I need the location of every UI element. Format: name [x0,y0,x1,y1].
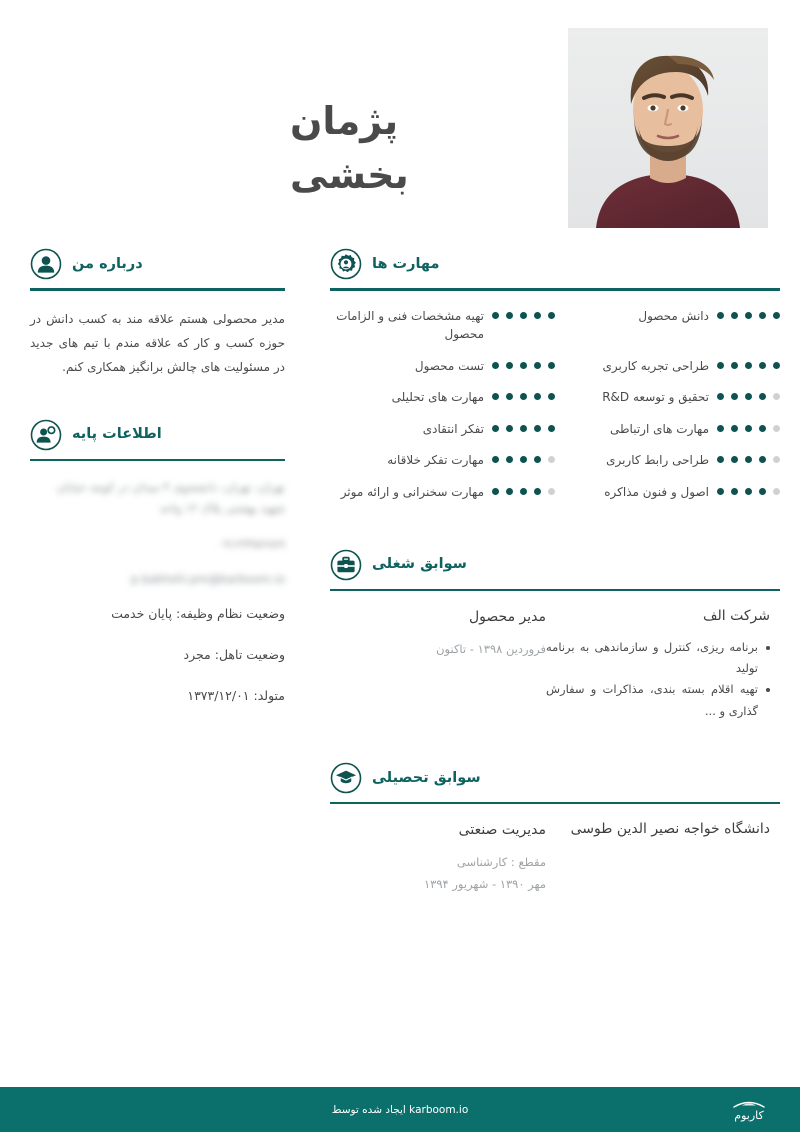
skill-dot [520,456,527,463]
skill-dot [492,488,499,495]
skill-item [330,388,555,407]
section-basic-info [30,419,285,707]
person-icon [30,248,62,280]
skill-dot [520,488,527,495]
skill-dot [717,393,724,400]
basic-info-divider [30,459,285,462]
person-id-icon [30,419,62,451]
skill-dot [773,425,780,432]
skill-row [330,483,780,502]
skill-label: طراحی تجربه کاربری [602,358,709,373]
skill-row [330,388,780,407]
skill-label: تهیه مشخصات فنی و الزامات محصول [336,308,484,342]
skill-dot [717,456,724,463]
skill-label: مهارت تفکر خلاقانه [387,453,484,468]
education-period: مهر ۱۳۹۰ - شهریور ۱۳۹۴ [424,876,546,891]
skill-dot [759,456,766,463]
skill-row [330,307,780,344]
skill-dot [773,362,780,369]
skill-dot [520,425,527,432]
spacer [330,515,780,549]
skill-label: مهارت های ارتباطی [609,421,709,436]
section-education [330,762,780,896]
skill-item [555,420,780,439]
skill-dot [731,312,738,319]
skill-rating [492,357,555,369]
education-summary [330,820,546,895]
skill-dot [548,393,555,400]
skill-dot [492,393,499,400]
skill-dot [548,456,555,463]
basic-info-title: اطلاعات پایه [72,426,162,443]
skill-rating [717,388,780,400]
skill-rating [717,357,780,369]
education-divider [330,802,780,805]
info-field-value: مجرد [183,647,211,663]
skill-dot [773,488,780,495]
experience-bullet: تهیه اقلام بسته بندی، مذاکرات و سفارش گذاری و ... [546,679,770,722]
skill-dot [534,312,541,319]
section-experience [330,549,780,722]
skill-label: طراحی رابط کاربری [606,453,709,468]
spacer [330,728,780,762]
skill-dot [534,456,541,463]
footer-url[interactable]: karboom.io [409,1103,469,1116]
experience-entry [330,607,780,722]
skill-dot [492,312,499,319]
skill-dot [492,362,499,369]
skill-dot [731,425,738,432]
skill-item [330,420,555,439]
skill-rating [492,483,555,495]
skill-item [555,451,780,470]
skills-title: مهارت ها [372,255,440,272]
skill-dot [492,425,499,432]
skill-row [330,357,780,376]
skill-dot [717,312,724,319]
redacted-contact-info [30,477,285,590]
skill-rating [492,388,555,400]
skill-dot [534,488,541,495]
skill-label: تست محصول [414,358,484,373]
skill-dot [548,425,555,432]
skill-dot [773,393,780,400]
footer-credit-prefix: ایجاد شده توسط [331,1103,406,1116]
skill-row [330,420,780,439]
skill-dot [745,362,752,369]
graduation-cap-icon [330,762,362,794]
skill-item [555,483,780,502]
skills-divider [330,288,780,291]
skill-item [330,307,555,344]
skill-label: مهارت های تحلیلی [391,390,484,405]
experience-organization: شرکت الف [703,608,770,625]
spacer [30,385,285,419]
skill-dot [548,362,555,369]
info-field-label: وضعیت نظام وظیفه: [176,606,285,622]
skill-dot [520,362,527,369]
skill-dot [745,312,752,319]
basic-info-fields [30,604,285,706]
basic-info-header [30,419,285,459]
skill-item [555,388,780,407]
education-institution: دانشگاه خواجه نصیر الدین طوسی [570,821,770,838]
skill-rating [717,451,780,463]
skill-dot [745,456,752,463]
redacted-line: تهران، تهران، دانشجوی ۴ میدان در کوچه خیابان شهید بهشتی پلاک ۱۲ واحد [56,480,285,516]
skill-rating [717,420,780,432]
skill-dot [759,362,766,369]
experience-bullet: برنامه ریزی، کنترل و سازماندهی به برنامه تولید [546,637,770,680]
skill-dot [506,456,513,463]
skill-dot [759,393,766,400]
skill-dot [520,312,527,319]
skill-rating [717,307,780,319]
info-field [30,686,285,706]
experience-list [330,607,780,722]
skill-label: تفکر انتقادی [422,421,484,436]
resume-header [0,0,800,248]
last-name: بخشی [290,152,409,197]
skill-dot [717,425,724,432]
skill-dot [506,488,513,495]
experience-title: سوابق شغلی [372,556,467,573]
skill-row [330,451,780,470]
about-title: درباره من [72,255,143,272]
skill-dot [731,456,738,463]
skill-rating [492,451,555,463]
skill-item [555,307,780,326]
skill-dot [717,488,724,495]
about-divider [30,288,285,291]
skill-rating [492,420,555,432]
karboom-logo-text: کاربوم [734,1109,764,1122]
skill-item [330,451,555,470]
redacted-line: ۰۹۱۲۳۴۵۶۷۸۹ [217,536,285,551]
skill-dot [534,393,541,400]
section-skills [330,248,780,502]
education-degree: مقطع : کارشناسی [456,854,546,869]
info-field-label: متولد: [253,688,285,704]
footer-credit [0,1104,800,1116]
skill-dot [534,425,541,432]
skill-dot [506,425,513,432]
skill-dot [520,393,527,400]
education-entry [330,820,780,895]
skill-dot [731,488,738,495]
skill-dot [731,362,738,369]
skill-dot [759,488,766,495]
education-details [546,820,780,850]
skill-dot [773,312,780,319]
experience-divider [330,589,780,592]
skill-rating [492,307,555,319]
profile-photo-image [568,28,768,228]
education-list [330,820,780,895]
skill-item [330,483,555,502]
education-field: مدیریت صنعتی [458,822,546,839]
skill-dot [506,362,513,369]
briefcase-icon [330,549,362,581]
skill-dot [506,312,513,319]
skill-dot [492,456,499,463]
side-column [0,248,310,727]
experience-summary [330,607,546,660]
experience-header [330,549,780,589]
education-header [330,762,780,802]
info-field-label: وضعیت تاهل: [214,647,285,663]
skill-dot [759,312,766,319]
info-field-value: ۱۳۷۳/۱۲/۰۱ [187,688,250,704]
skill-rating [717,483,780,495]
skills-header [330,248,780,288]
candidate-name [290,95,470,203]
experience-bullets [546,637,770,722]
skill-dot [759,425,766,432]
redacted-line: p.bakhshi.pm@karboom.io [130,571,285,586]
first-name: پژمان [290,99,399,143]
skills-list [330,307,780,502]
section-about [30,248,285,379]
experience-period: فروردین ۱۳۹۸ - تاکنون [436,641,546,656]
skill-item [330,357,555,376]
skill-item [555,357,780,376]
about-header [30,248,285,288]
skill-label: اصول و فنون مذاکره [604,485,709,500]
about-text: مدیر محصولی هستم علاقه مند به کسب دانش در حوزه کسب و کار که علاقه مندم با تیم های جدید در مسئولیت های چالش برانگیز همکاری کنم. [30,311,285,374]
education-title: سوابق تحصیلی [372,769,481,786]
info-field [30,645,285,665]
info-field-value: پایان خدمت [111,606,173,622]
info-field [30,604,285,624]
profile-photo [568,28,768,228]
skill-dot [717,362,724,369]
main-column [310,248,800,902]
skill-dot [745,393,752,400]
skill-dot [731,393,738,400]
karboom-logo [718,1096,780,1124]
skill-dot [548,312,555,319]
skill-dot [745,488,752,495]
skill-dot [745,425,752,432]
skill-dot [534,362,541,369]
skill-label: تحقیق و توسعه R&D [602,390,709,405]
skill-label: دانش محصول [638,308,709,323]
skill-dot [548,488,555,495]
experience-details [546,607,780,722]
skill-label: مهارت سخنرانی و ارائه موثر [340,485,484,500]
gear-icon [330,248,362,280]
page-footer [0,1087,800,1132]
experience-job-title: مدیر محصول [469,609,546,626]
skill-dot [506,393,513,400]
skill-dot [773,456,780,463]
